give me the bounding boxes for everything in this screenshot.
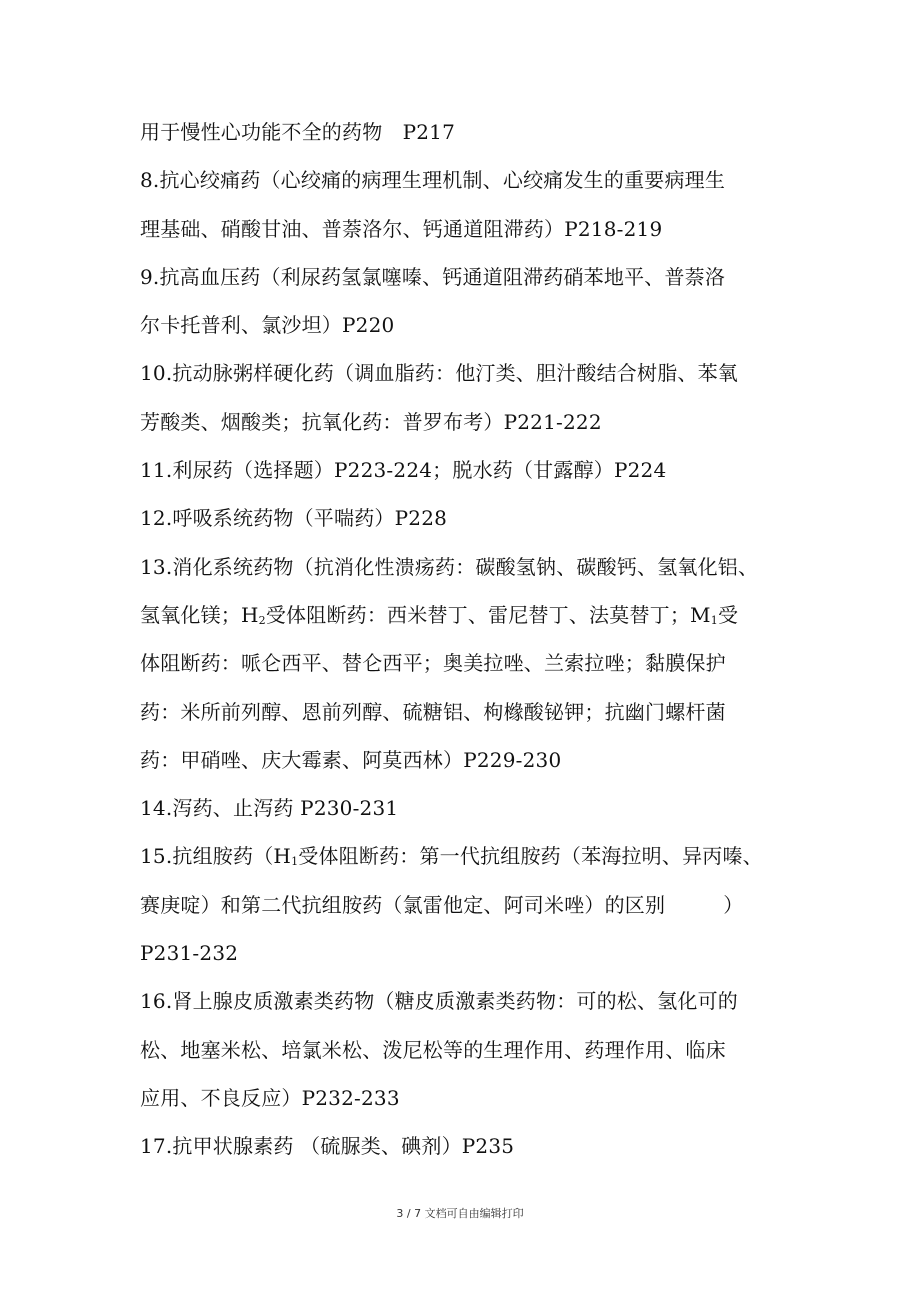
text-line: 用于慢性心功能不全的药物 P217 <box>140 120 456 144</box>
text-line: 应用、不良反应）P232-233 <box>140 1085 400 1110</box>
text-line: 10.抗动脉粥样硬化药（调血脂药：他汀类、胆汁酸结合树脂、苯氧 <box>140 361 739 386</box>
text-segment: 受 <box>717 602 739 627</box>
text-line: 9.抗高血压药（利尿药氢氯噻嗪、钙通道阻滞药硝苯地平、普萘洛 <box>140 264 726 289</box>
text-line: 理基础、硝酸甘油、普萘洛尔、钙通道阻滞药）P218-219 <box>140 216 663 241</box>
text-line: 11.利尿药（选择题）P223-224；脱水药（甘露醇）P224 <box>140 458 667 483</box>
text-line: 17.抗甲状腺素药 （硫脲类、碘剂）P235 <box>140 1134 515 1159</box>
text-segment: ） <box>723 892 744 917</box>
text-line: 芳酸类、烟酸类；抗氧化药：普罗布考）P221-222 <box>140 409 602 434</box>
text-line: 松、地塞米松、培氯米松、泼尼松等的生理作用、药理作用、临床 <box>140 1037 726 1062</box>
text-line: P231-232 <box>140 941 239 966</box>
text-line: 8.抗心绞痛药（心绞痛的病理生理机制、心绞痛发生的重要病理生 <box>140 168 726 193</box>
text-line: 药：米所前列醇、恩前列醇、硫糖铝、枸橼酸铋钾；抗幽门螺杆菌 <box>140 699 726 724</box>
subscript: 2 <box>258 613 266 627</box>
text-line: 14.泻药、止泻药 P230-231 <box>140 796 399 821</box>
text-line: 16.肾上腺皮质激素类药物（糖皮质激素类药物：可的松、氢化可的 <box>140 989 739 1014</box>
text-segment: 受体阻断药：西米替丁、雷尼替丁、法莫替丁；M <box>265 602 711 627</box>
document-body <box>140 108 800 1171</box>
page-footer: 3 / 7 文档可自由编辑打印 <box>396 1207 524 1220</box>
text-line <box>140 591 800 639</box>
text-line: 尔卡托普利、氯沙坦）P220 <box>140 313 395 338</box>
text-line <box>140 881 800 929</box>
text-line: 12.呼吸系统药物（平喘药）P228 <box>140 506 448 531</box>
text-segment: 氢氧化镁；H <box>140 602 259 627</box>
text-line <box>140 832 800 880</box>
text-line: 13.消化系统药物（抗消化性溃疡药：碳酸氢钠、碳酸钙、氢氧化铝、 <box>140 554 759 579</box>
subscript: 1 <box>291 855 299 869</box>
text-segment: 15.抗组胺药（H <box>140 844 292 869</box>
subscript: 1 <box>710 613 718 627</box>
text-line: 体阻断药：哌仑西平、替仑西平；奥美拉唑、兰索拉唑；黏膜保护 <box>140 651 726 676</box>
text-line: 药：甲硝唑、庆大霉素、阿莫西林）P229-230 <box>140 747 562 772</box>
text-segment: 受体阻断药：第一代抗组胺药（苯海拉明、异丙嗪、 <box>298 844 763 869</box>
text-segment: 赛庚啶）和第二代抗组胺药（氯雷他定、阿司米唑）的区别 <box>140 892 666 917</box>
